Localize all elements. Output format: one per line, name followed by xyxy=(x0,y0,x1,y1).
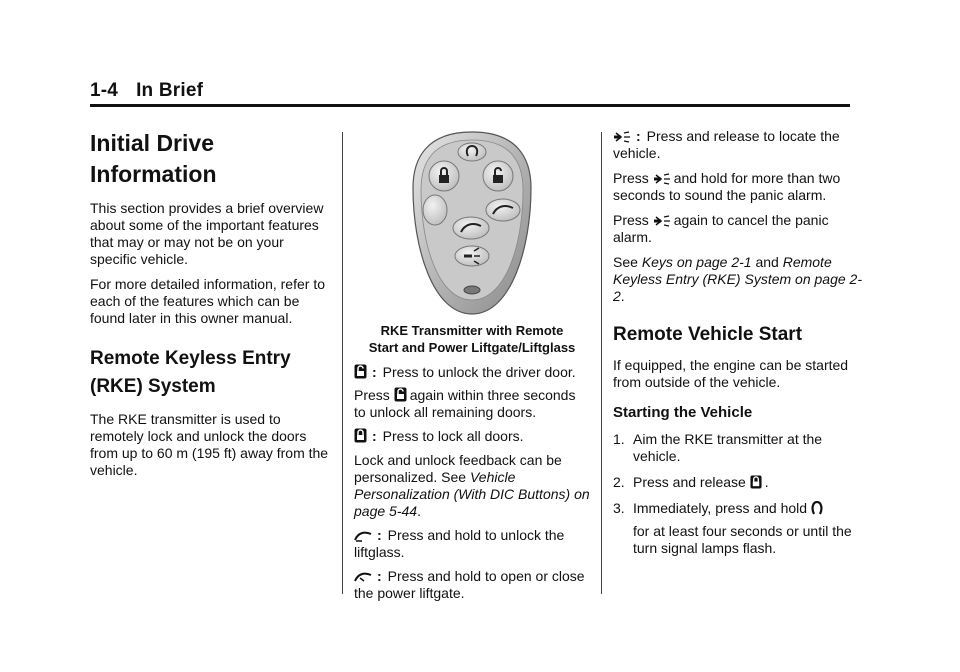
starting-vehicle-heading: Starting the Vehicle xyxy=(613,404,753,421)
panic-horn-icon xyxy=(653,173,671,185)
rke-transmitter-illustration xyxy=(407,128,537,318)
lock-description: : Press to lock all doors. xyxy=(354,428,590,445)
panic-horn-icon xyxy=(653,215,671,227)
lock-text: Press to lock all doors. xyxy=(382,428,524,444)
and-word: and xyxy=(755,254,779,270)
step-number: 2. xyxy=(613,474,625,490)
list-item xyxy=(613,474,863,491)
list-item xyxy=(613,500,863,557)
detail-paragraph: For more detailed information, refer to each of the features which can be found later in this owner manual. xyxy=(90,276,325,326)
figure-caption xyxy=(354,322,590,356)
liftgate-icon xyxy=(354,571,372,583)
keys-reference: Keys on page 2-1 xyxy=(641,254,752,270)
liftgate-text: Press and hold to open or close the power liftgate. xyxy=(354,568,585,601)
unlock-description: : Press to unlock the driver door. xyxy=(354,364,590,381)
personalization-reference: Vehicle Personalization (With DIC Buttons) on page 5-44 xyxy=(354,469,590,519)
remote-start-heading: Remote Vehicle Start xyxy=(613,324,803,345)
personalization-note xyxy=(354,452,590,520)
locate-description: : Press and release to locate the vehicle. xyxy=(613,128,840,161)
page-header xyxy=(90,80,850,110)
unlock-icon xyxy=(354,364,367,379)
panic-press-word: Press xyxy=(613,170,649,186)
lock-icon xyxy=(354,428,367,443)
step-text: Immediately, press and hold xyxy=(633,500,808,516)
panic-hold-text: and hold for more than two seconds to sound the panic alarm. xyxy=(613,170,841,203)
period: . xyxy=(620,288,625,304)
personalize-suffix: . xyxy=(417,503,421,519)
unlock-all-description xyxy=(354,387,590,421)
list-item xyxy=(613,431,863,465)
rke-paragraph: The RKE transmitter is used to remotely lock and unlock the doors from up to 60 m (195 ft) away from the vehicle. xyxy=(90,411,329,478)
see-word: See xyxy=(613,254,638,270)
rke-heading: Remote Keyless Entry (RKE) System xyxy=(90,348,291,397)
column-left xyxy=(90,128,330,479)
rke-reference: Remote Keyless Entry (RKE) System on page 2-2 xyxy=(613,254,862,304)
panic-horn-icon xyxy=(613,131,631,143)
section-name: In Brief xyxy=(136,80,204,101)
liftglass-icon xyxy=(354,530,372,542)
step-text: Press and release xyxy=(633,474,746,490)
unlock-icon xyxy=(394,387,407,402)
caption-line-1: RKE Transmitter with Remote xyxy=(380,323,564,338)
cancel-panic-description xyxy=(613,212,863,246)
intro-paragraph: This section provides a brief overview about some of the important features that may or may not be on your specific vehicle. xyxy=(90,200,324,267)
step-number: 3. xyxy=(613,500,625,516)
liftglass-text: Press and hold to unlock the liftglass. xyxy=(354,527,565,560)
liftglass-description: : Press and hold to unlock the liftglass. xyxy=(354,527,565,560)
locate-text: Press and release to locate the vehicle. xyxy=(613,128,840,161)
personalize-prefix: Lock and unlock feedback can be personalized. See xyxy=(354,452,562,485)
cancel-text: again to cancel the panic alarm. xyxy=(613,212,829,245)
unlock-again-text: again within three seconds to unlock all remaining doors. xyxy=(354,387,576,420)
unlock-press-word: Press xyxy=(354,387,390,403)
see-also-references xyxy=(613,254,863,305)
caption-line-2: Start and Power Liftgate/Liftglass xyxy=(368,340,576,355)
initial-drive-heading: Initial Drive Information xyxy=(90,130,217,187)
lock-icon xyxy=(750,475,762,489)
step-number: 1. xyxy=(613,431,625,447)
unlock-text: Press to unlock the driver door. xyxy=(382,364,576,380)
column-right xyxy=(613,128,863,557)
step-continuation: for at least four seconds or until the turn signal lamps flash. xyxy=(633,523,852,556)
column-divider-left xyxy=(342,132,343,594)
cancel-press-word: Press xyxy=(613,212,649,228)
column-middle xyxy=(354,128,590,602)
step-text: Aim the RKE transmitter at the vehicle. xyxy=(633,431,823,464)
header-title xyxy=(90,80,850,102)
liftgate-description: : Press and hold to open or close the power liftgate. xyxy=(354,568,585,601)
panic-description xyxy=(613,170,863,204)
page-number: 1-4 xyxy=(90,80,119,101)
column-divider-right xyxy=(601,132,602,594)
remote-start-icon xyxy=(811,501,823,515)
starting-steps-list xyxy=(613,431,863,557)
remote-start-paragraph: If equipped, the engine can be started from outside of the vehicle. xyxy=(613,357,849,390)
step-period: . xyxy=(764,474,769,490)
header-rule xyxy=(90,104,850,107)
